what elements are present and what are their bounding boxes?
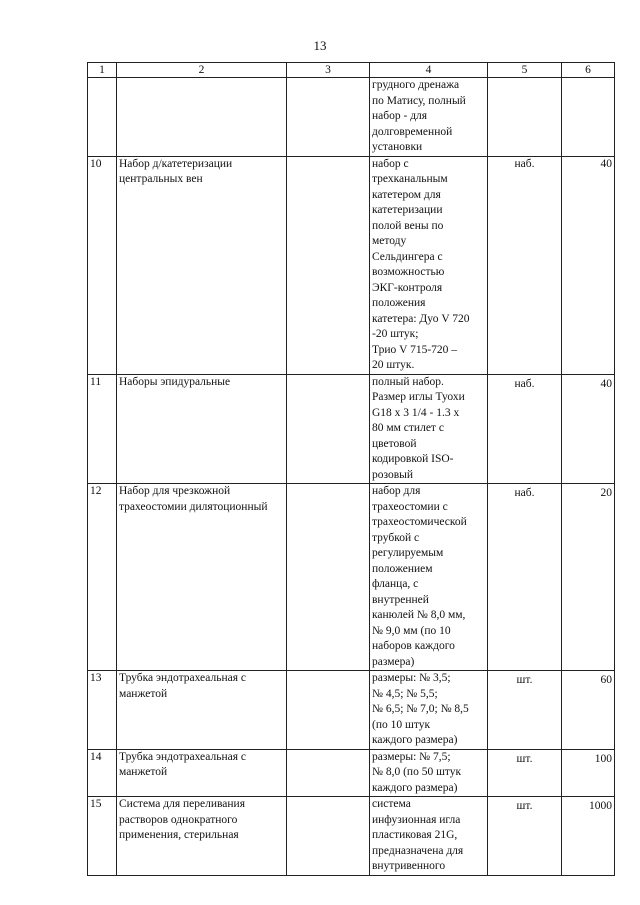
spec-line: G18 x 3 1/4 - 1.3 x	[372, 406, 460, 419]
row-number-cell: 13	[88, 671, 117, 750]
specification-cell	[370, 797, 488, 876]
column-header: 6	[562, 63, 615, 78]
quantity-cell: 60	[562, 671, 615, 750]
column-header: 1	[88, 63, 117, 78]
table-row	[88, 484, 615, 671]
unit-cell	[488, 78, 562, 157]
column-3-cell	[287, 749, 370, 797]
column-header: 2	[117, 63, 287, 78]
name-line: применения, стерильная	[119, 829, 239, 841]
spec-line: размеры: № 3,5;	[372, 672, 451, 684]
item-name-cell	[117, 671, 287, 750]
spec-line: набор с	[372, 157, 409, 170]
specification-cell	[370, 671, 488, 750]
spec-line: наборов каждого	[372, 640, 455, 652]
spec-line: № 9,0 мм (по 10	[372, 624, 451, 637]
spec-line: каждого размера)	[372, 781, 458, 794]
column-3-cell	[287, 78, 370, 157]
table-header-row	[88, 63, 615, 78]
spec-line: инфузионная игла	[372, 813, 461, 826]
table-row	[88, 78, 615, 157]
table-body	[88, 78, 615, 876]
spec-line: Размер иглы Туохи	[372, 391, 465, 403]
spec-line: предназначена для	[372, 844, 464, 857]
spec-line: каждого размера)	[372, 734, 458, 746]
column-3-cell	[287, 156, 370, 374]
unit-cell: шт.	[488, 671, 562, 750]
specification-cell	[370, 78, 488, 157]
page-number: 13	[313, 38, 327, 53]
spec-line: розовый	[372, 468, 414, 481]
spec-line: система	[372, 798, 411, 810]
column-3-cell	[287, 671, 370, 750]
name-line: Система для переливания	[119, 798, 245, 810]
specification-cell	[370, 156, 488, 374]
quantity-cell: 40	[562, 374, 615, 484]
row-number-cell: 12	[88, 484, 117, 671]
name-line: Набор для чрезкожной	[119, 485, 231, 497]
column-header: 4	[370, 63, 488, 78]
spec-line: полой вены по	[372, 219, 444, 232]
row-number-cell: 11	[88, 374, 117, 484]
spec-line: 20 штук.	[372, 359, 415, 371]
quantity-cell: 40	[562, 156, 615, 374]
specification-cell	[370, 374, 488, 484]
spec-line: Сельдингера с	[372, 250, 443, 263]
spec-line: положения	[372, 297, 426, 309]
spec-line: размера)	[372, 655, 415, 668]
spec-line: внутренней	[372, 593, 429, 606]
table-row	[88, 749, 615, 797]
item-name-cell	[117, 749, 287, 797]
table-row	[88, 797, 615, 876]
name-line: Наборы эпидуральные	[119, 375, 231, 388]
spec-line: набор для	[372, 485, 421, 497]
unit-cell: наб.	[488, 156, 562, 374]
quantity-cell	[562, 78, 615, 157]
column-3-cell	[287, 374, 370, 484]
name-line: растворов однократного	[119, 813, 238, 826]
spec-line: цветовой	[372, 437, 417, 450]
name-line: трахеостомии дилятоционный	[119, 500, 268, 513]
spec-line: кодировкой ISO-	[372, 453, 454, 465]
spec-line: методу	[372, 235, 407, 247]
table-row	[88, 374, 615, 484]
table-row	[88, 671, 615, 750]
row-number-cell: 10	[88, 156, 117, 374]
spec-line: трубкой с	[372, 531, 420, 544]
row-number-cell: 15	[88, 797, 117, 876]
specification-cell	[370, 484, 488, 671]
spec-line: фланца, с	[372, 578, 419, 590]
item-name-cell	[117, 797, 287, 876]
unit-cell: шт.	[488, 749, 562, 797]
specification-cell	[370, 749, 488, 797]
unit-cell: наб.	[488, 374, 562, 484]
spec-line: канюлей № 8,0 мм,	[372, 609, 466, 621]
name-line: центральных вен	[119, 173, 203, 185]
spec-line: внутривенного	[372, 860, 446, 872]
spec-line: № 6,5; № 7,0; № 8,5	[372, 703, 469, 715]
item-name-cell	[117, 156, 287, 374]
spec-line: катетера: Дуо V 720	[372, 312, 470, 325]
table-row	[88, 156, 615, 374]
name-line: манжетой	[119, 766, 168, 778]
item-name-cell	[117, 78, 287, 157]
unit-cell: шт.	[488, 797, 562, 876]
column-header: 3	[287, 63, 370, 78]
spec-line: (по 10 штук	[372, 718, 431, 731]
quantity-cell: 1000	[562, 797, 615, 876]
spec-line: долговременной	[372, 125, 453, 138]
spec-line: трахеостомической	[372, 516, 467, 528]
spec-line: грудного дренажа	[372, 79, 460, 91]
name-line: Трубка эндотрахеальная с	[119, 672, 247, 684]
spec-line: полный набор.	[372, 375, 444, 388]
spec-line: регулируемым	[372, 547, 444, 559]
row-number-cell: 14	[88, 749, 117, 797]
item-name-cell	[117, 484, 287, 671]
spec-line: размеры: № 7,5;	[372, 750, 451, 763]
spec-line: № 4,5; № 5,5;	[372, 687, 438, 700]
spec-line: № 8,0 (по 50 штук	[372, 766, 462, 778]
spec-line: трахеостомии с	[372, 500, 448, 513]
spec-line: возможностью	[372, 266, 445, 278]
spec-line: установки	[372, 141, 423, 153]
spec-line: катетеризации	[372, 204, 443, 216]
quantity-cell: 100	[562, 749, 615, 797]
spec-line: ЭКГ-контроля	[372, 281, 443, 294]
row-number-cell	[88, 78, 117, 157]
unit-cell: наб.	[488, 484, 562, 671]
column-header: 5	[488, 63, 562, 78]
spec-line: пластиковая 21G,	[372, 829, 458, 841]
spec-line: Трио V 715-720 –	[372, 343, 458, 356]
spec-line: положением	[372, 562, 433, 575]
spec-line: набор - для	[372, 110, 428, 122]
quantity-cell: 20	[562, 484, 615, 671]
specification-table	[87, 62, 615, 876]
item-name-cell	[117, 374, 287, 484]
spec-line: катетером для	[372, 188, 441, 201]
name-line: манжетой	[119, 687, 168, 700]
column-3-cell	[287, 797, 370, 876]
spec-line: 80 мм стилет с	[372, 422, 444, 434]
spec-line: трехканальным	[372, 173, 448, 185]
name-line: Трубка эндотрахеальная с	[119, 750, 247, 763]
spec-line: по Матису, полный	[372, 94, 466, 107]
column-3-cell	[287, 484, 370, 671]
name-line: Набор д/катетеризации	[119, 157, 233, 170]
spec-line: -20 штук;	[372, 328, 419, 340]
